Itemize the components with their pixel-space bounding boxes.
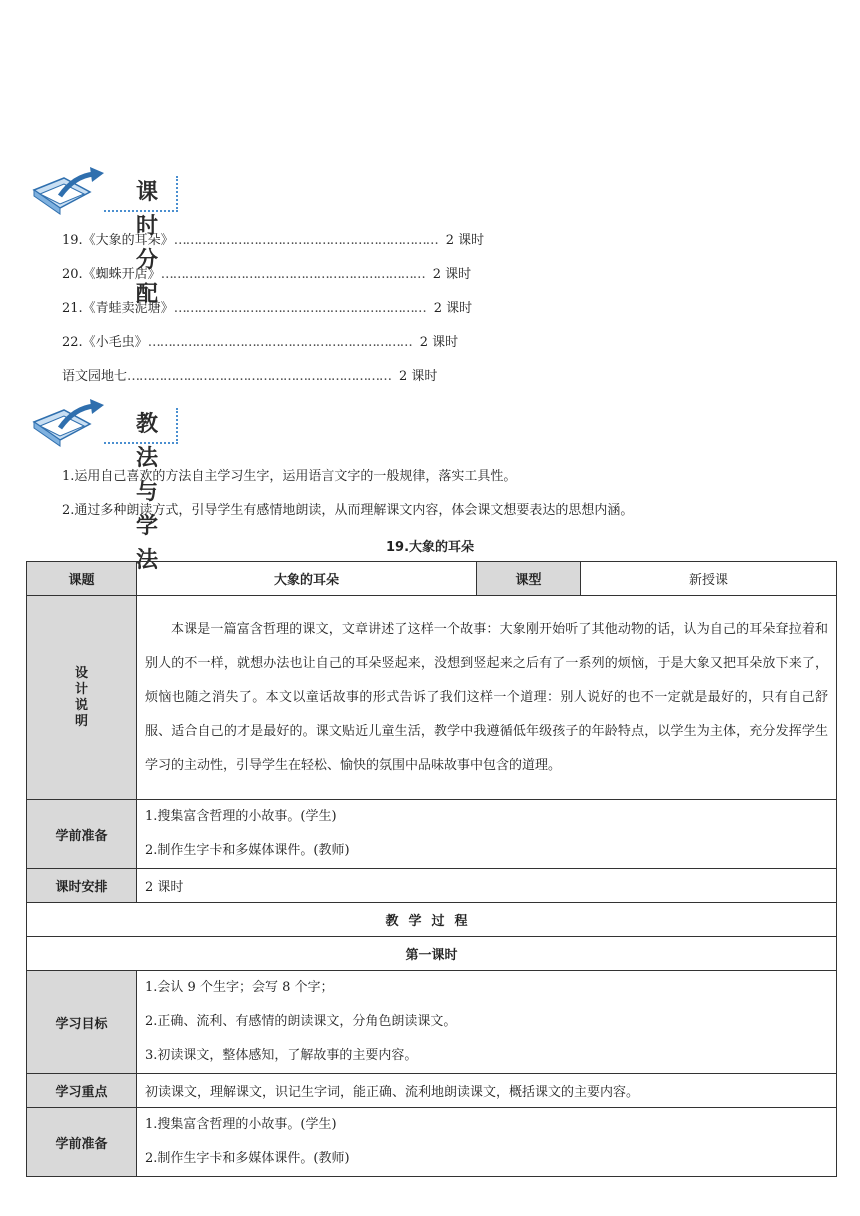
design-label-cell [27, 596, 137, 800]
table-row [27, 562, 837, 596]
table-row [27, 971, 837, 1074]
prep-label: 学前准备 [27, 800, 137, 869]
topic-label: 课题 [27, 562, 137, 596]
focus-value: 初读课文，理解课文，识记生字词，能正确、流利地朗读课文，概括课文的主要内容。 [137, 1074, 837, 1108]
goals-label: 学习目标 [27, 971, 137, 1074]
list-item: 19.《大象的耳朵》………………………………………………………… 2 课时 [62, 233, 485, 248]
topic-value: 大象的耳朵 [137, 562, 477, 596]
section-title: 课时分配 [104, 176, 178, 212]
book-arrow-icon [30, 166, 112, 222]
method-item: 1.运用自己喜欢的方法自主学习生字，运用语言文字的一般规律，落实工具性。 [62, 469, 517, 484]
table-row [27, 1108, 837, 1177]
design-label: 设计说明 [74, 665, 88, 729]
list-item: 20.《蜘蛛开店》………………………………………………………… 2 课时 [62, 267, 472, 282]
prep2-items: 1.搜集富含哲理的小故事。(学生) 2.制作生字卡和多媒体课件。(教师) [137, 1108, 837, 1177]
focus-label: 学习重点 [27, 1074, 137, 1108]
list-item: 语文园地七………………………………………………………… 2 课时 [62, 369, 438, 384]
table-caption: 19.大象的耳朵 [385, 540, 475, 555]
section-title: 教法与学法 [104, 408, 178, 444]
lesson-allocation-list [62, 229, 682, 399]
table-row [27, 903, 837, 937]
list-item: 21.《青蛙卖泥塘》……………………………………………………… 2 课时 [62, 301, 473, 316]
table-row [27, 596, 837, 800]
type-value: 新授课 [581, 562, 837, 596]
design-text: 本课是一篇富含哲理的课文，文章讲述了这样一个故事：大象刚开始听了其他动物的话，认为自己的耳朵耷拉着和别人的不一样，就想办法也让自己的耳朵竖起来，没想到竖起来之后有了一系列的烦恼，于是大象又把耳朵放下来了，烦恼也随之消失了。本文以童话故事的形式告诉了我们这样一个道理：别人说好的也不一定就是最好的，只有自己舒服、适合自己的才是最好的。课文贴近儿童生活，教学中我遵循低年级孩子的年龄特点，以学生为主体，充分发挥学生学习的主动性，引导学生在轻松、愉快的氛围中品味故事中包含的道理。 [137, 596, 837, 800]
prep2-label: 学前准备 [27, 1108, 137, 1177]
table-row [27, 800, 837, 869]
book-arrow-icon [30, 398, 112, 454]
goals-items: 1.会认 9 个生字；会写 8 个字； 2.正确、流利、有感情的朗读课文，分角色朗读课文。 3.初读课文，整体感知，了解故事的主要内容。 [137, 971, 837, 1074]
schedule-value: 2 课时 [137, 869, 837, 903]
schedule-label: 课时安排 [27, 869, 137, 903]
prep-items: 1.搜集富含哲理的小故事。(学生) 2.制作生字卡和多媒体课件。(教师) [137, 800, 837, 869]
table-row [27, 869, 837, 903]
first-lesson-heading: 第一课时 [27, 937, 837, 971]
process-heading: 教学过程 [27, 903, 837, 937]
method-item: 2.通过多种朗读方式，引导学生有感情地朗读，从而理解课文内容，体会课文想要表达的思想内涵。 [62, 503, 634, 518]
teaching-methods [62, 465, 842, 533]
table-row [27, 937, 837, 971]
lesson-plan-table [26, 561, 837, 1177]
list-item: 22.《小毛虫》………………………………………………………… 2 课时 [62, 335, 459, 350]
table-row [27, 1074, 837, 1108]
type-label: 课型 [477, 562, 581, 596]
